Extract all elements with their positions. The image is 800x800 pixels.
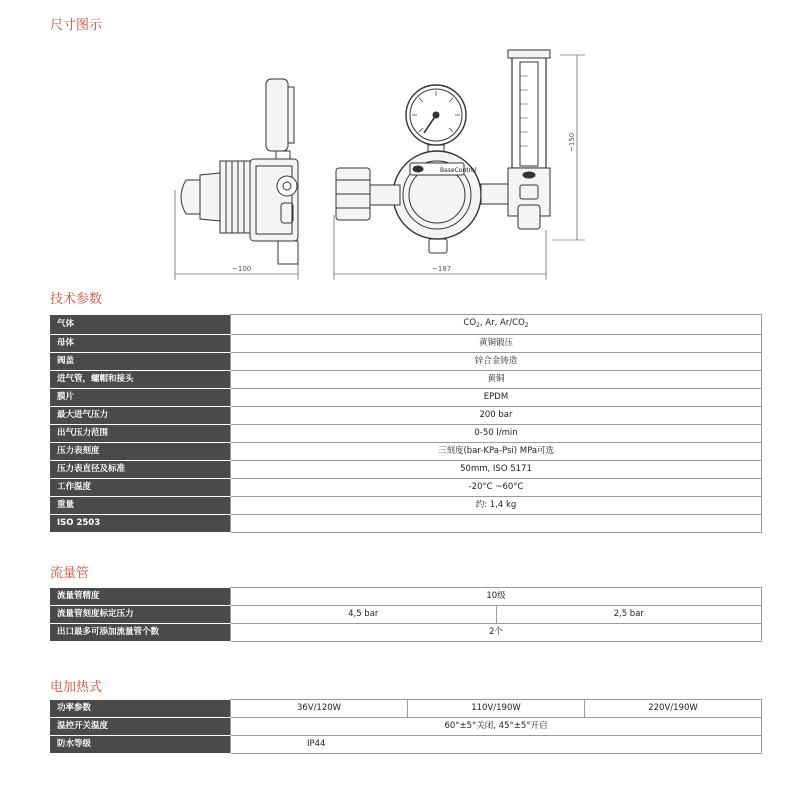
row-label: 进气管，螺帽和接头: [51, 371, 231, 389]
row-value: 50mm, ISO 5171: [231, 461, 762, 479]
heating-table: [50, 699, 762, 754]
row-label: 流量管精度: [51, 588, 231, 606]
height-dimension: ~150: [568, 132, 576, 152]
table-row: [51, 371, 762, 389]
row-value: 锌合金铸造: [231, 353, 762, 371]
row-label: 膜片: [51, 389, 231, 407]
row-value: 36V/120W: [231, 700, 408, 718]
row-value: -20°C ~60°C: [231, 479, 762, 497]
row-label: 工作温度: [51, 479, 231, 497]
side-width-dimension: ~100: [232, 265, 252, 273]
table-row: [51, 479, 762, 497]
row-value: EPDM: [231, 389, 762, 407]
table-row: [51, 497, 762, 515]
table-row: [51, 700, 762, 718]
front-view-drawing: [334, 50, 585, 280]
row-value: 0-50 l/min: [231, 425, 762, 443]
row-label: 压力表刻度: [51, 443, 231, 461]
row-value: 220V/190W: [585, 700, 762, 718]
row-value: 2,5 bar: [496, 606, 762, 624]
drawing-section-title: 尺寸图示: [50, 18, 103, 33]
row-label: 出口最多可添加流量管个数: [51, 624, 231, 642]
row-value: 三刻度(bar-KPa-Psi) MPa可选: [231, 443, 762, 461]
row-label: 防水等级: [51, 736, 231, 754]
table-row: [51, 425, 762, 443]
front-width-dimension: ~187: [432, 265, 452, 273]
row-label: 重量: [51, 497, 231, 515]
side-view-drawing: [175, 79, 298, 280]
row-label: 功率参数: [51, 700, 231, 718]
row-value: 黄铜锻压: [231, 335, 762, 353]
table-row: [51, 407, 762, 425]
table-row: [51, 515, 762, 533]
row-label: ISO 2503: [51, 515, 231, 533]
row-value: 60°±5°关闭, 45°±5°开启: [231, 718, 762, 736]
row-label: 出气压力范围: [51, 425, 231, 443]
table-row: [51, 588, 762, 606]
table-row: [51, 606, 762, 624]
row-value: IP44: [231, 736, 762, 754]
table-row: [51, 443, 762, 461]
tech-section-title: 技术参数: [50, 292, 103, 307]
table-row: [51, 718, 762, 736]
row-value: 黄铜: [231, 371, 762, 389]
row-label: 母体: [51, 335, 231, 353]
row-label: 阀盖: [51, 353, 231, 371]
row-value: 10级: [231, 588, 762, 606]
row-label: 温控开关温度: [51, 718, 231, 736]
table-row: [51, 461, 762, 479]
table-row: [51, 335, 762, 353]
table-row: [51, 624, 762, 642]
brand-text: BaseControl: [440, 167, 477, 174]
tech-spec-table: [50, 314, 762, 533]
dimension-drawing: [0, 40, 800, 285]
row-value: 4,5 bar: [231, 606, 497, 624]
row-value: 200 bar: [231, 407, 762, 425]
table-row: [51, 315, 762, 335]
row-label: 最大进气压力: [51, 407, 231, 425]
table-row: [51, 736, 762, 754]
table-row: [51, 389, 762, 407]
gas-value: $CO_2$, Ar, $Ar/CO_2$: [231, 315, 762, 335]
row-value: 约: 1,4 kg: [231, 497, 762, 515]
flowmeter-table: [50, 587, 762, 642]
row-label: 气体: [51, 315, 231, 335]
row-value: [231, 515, 762, 533]
row-label: 压力表直径及标准: [51, 461, 231, 479]
row-value: 2个: [231, 624, 762, 642]
table-row: [51, 353, 762, 371]
heat-section-title: 电加热式: [50, 680, 103, 695]
flow-section-title: 流量管: [50, 566, 90, 581]
row-label: 流量管刻度标定压力: [51, 606, 231, 624]
row-value: 110V/190W: [408, 700, 585, 718]
